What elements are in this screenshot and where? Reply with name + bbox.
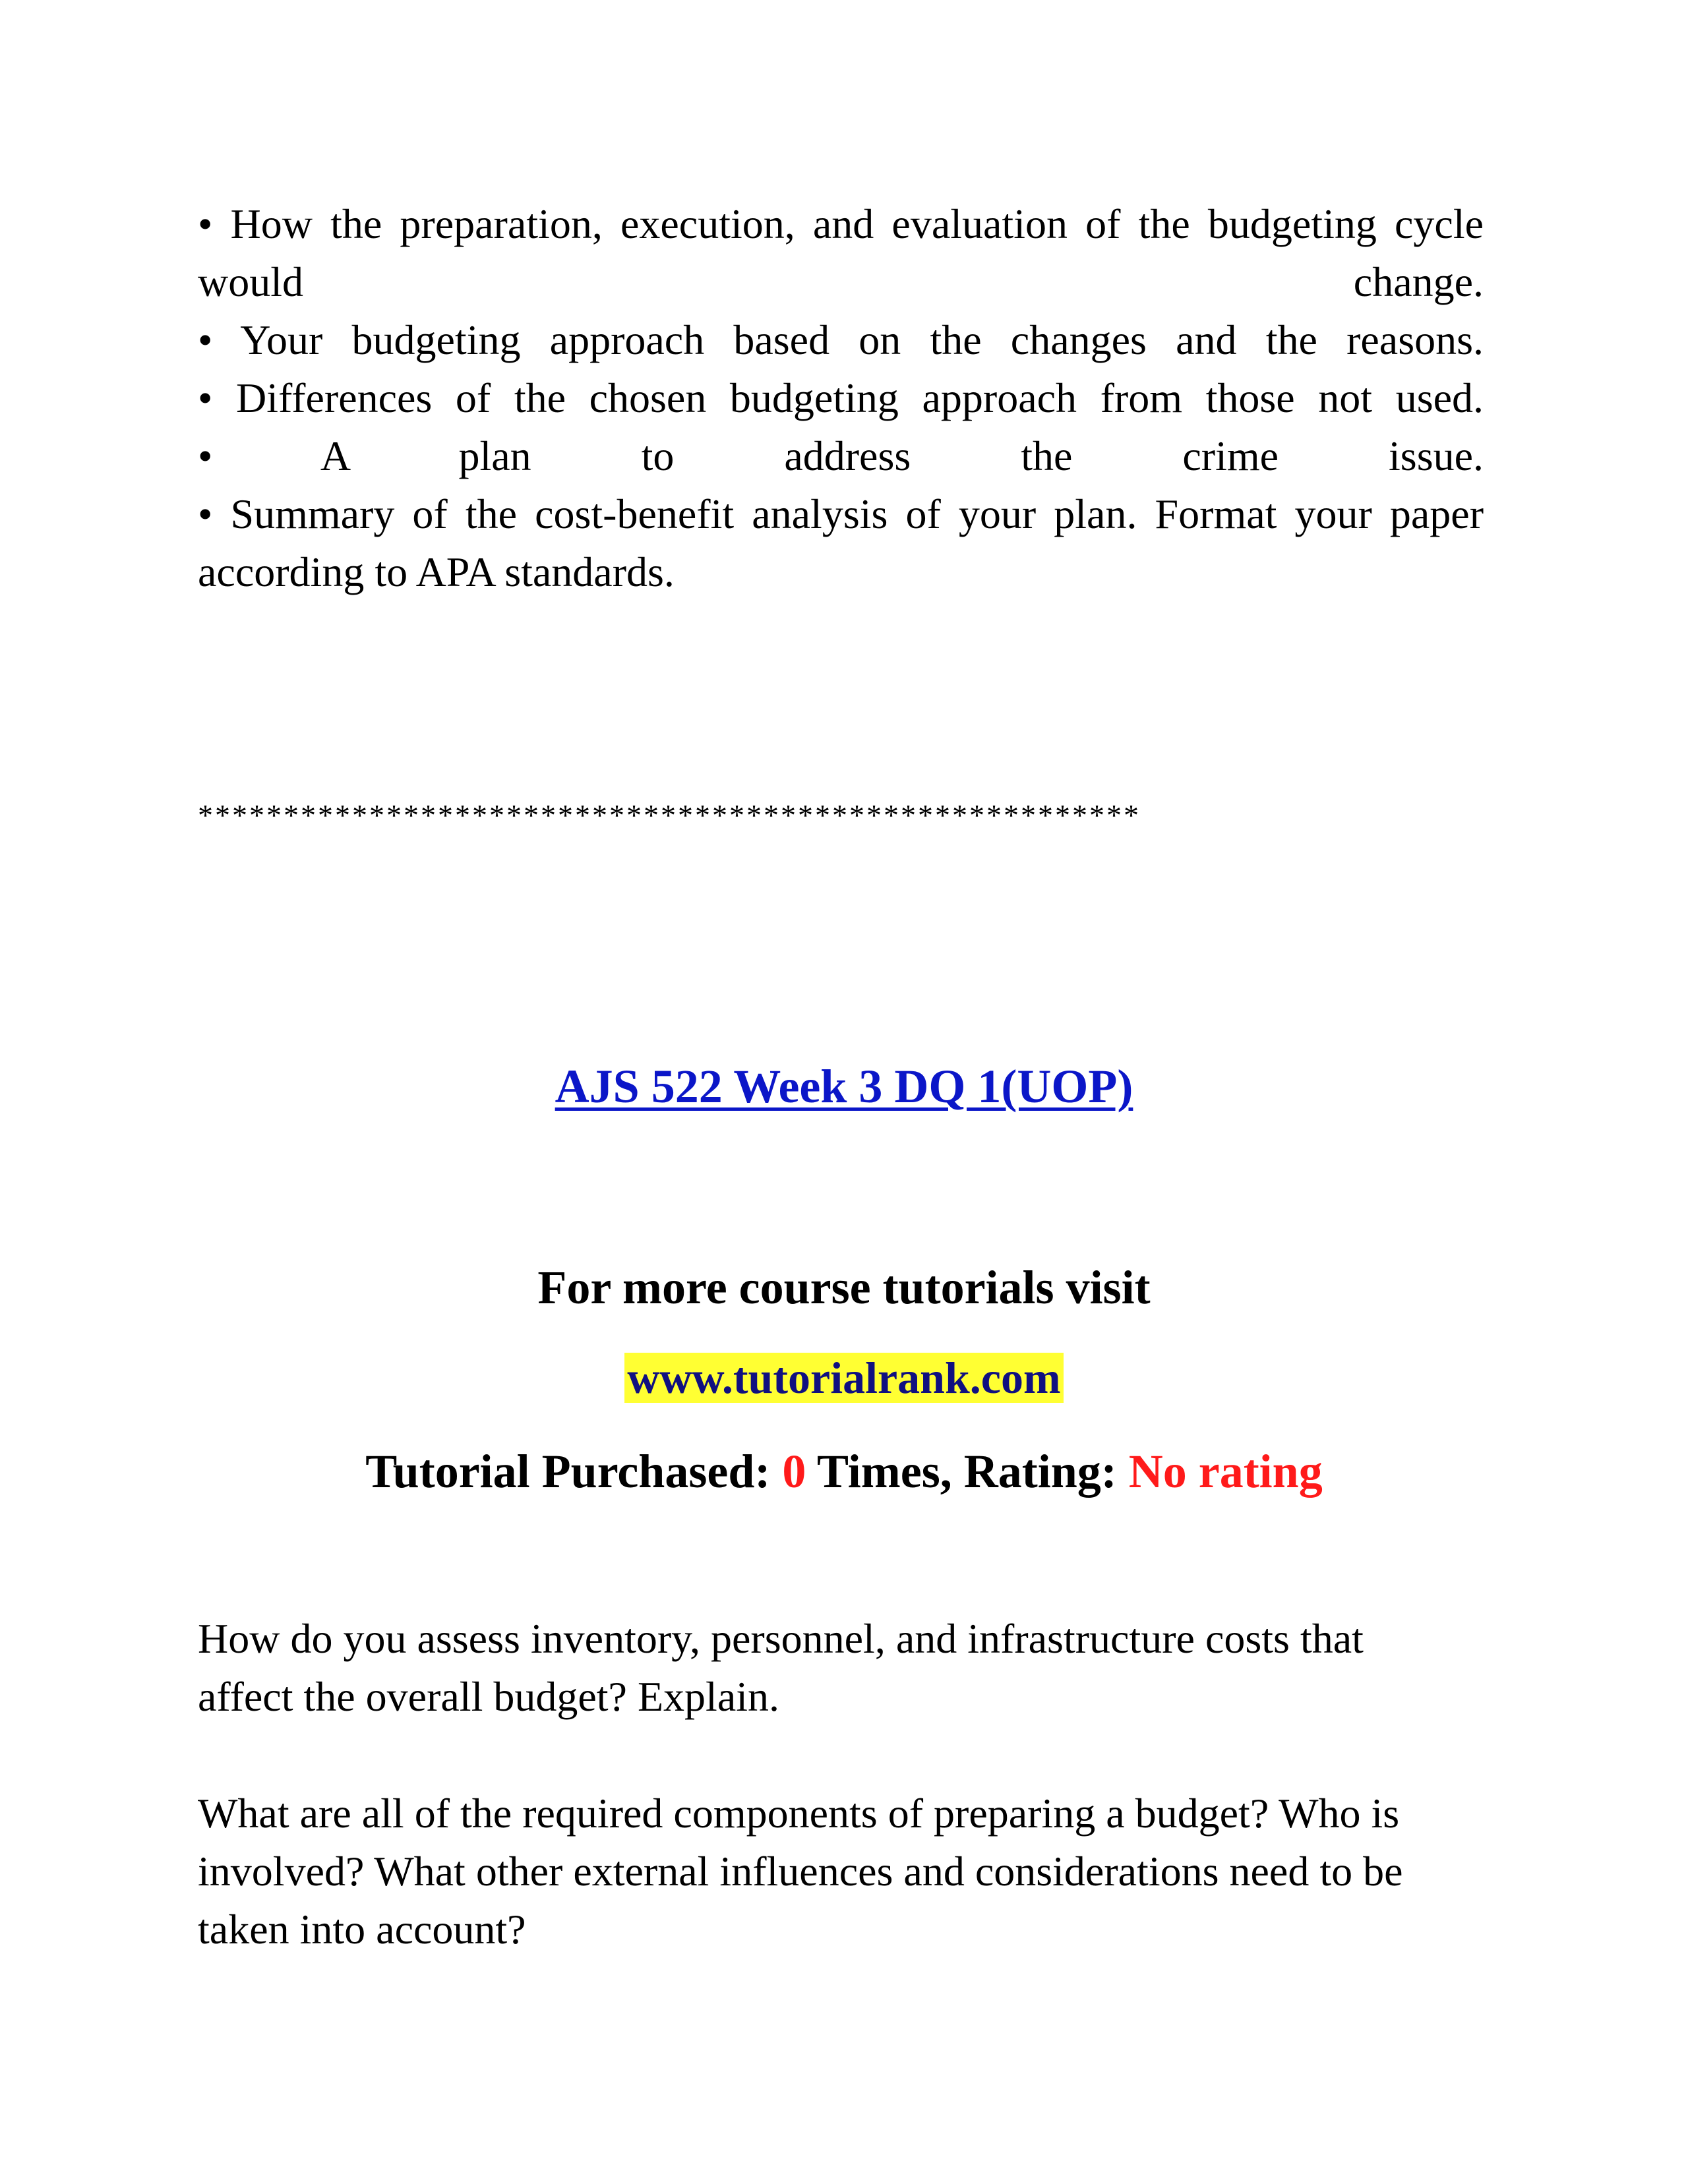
paragraph-line: affect the overall budget? Explain. [198,1673,779,1720]
visit-heading: For more course tutorials visit [537,1261,1151,1314]
paragraph-line: What are all of the required components of preparing a budget? Who is [198,1790,1400,1837]
purchase-stats [0,1442,1688,1501]
separator-stars: ******************************************************* [198,798,1141,832]
rating-value: No rating [1128,1445,1323,1498]
website-line [0,1350,1688,1405]
bullet-line: would change. [198,258,1484,305]
question-paragraph-2 [198,1785,1484,1959]
question-paragraph-1 [198,1610,1484,1726]
times-rating-label: Times, Rating: [817,1445,1117,1498]
bullet-line: • Your budgeting approach based on the changes and the reasons. [198,316,1484,363]
requirements-list [198,195,1484,601]
bullet-line: according to APA standards. [198,548,675,595]
website-link[interactable]: www.tutorialrank.com [624,1353,1063,1403]
paragraph-line: How do you assess inventory, personnel, and infrastructure costs that [198,1615,1364,1662]
course-title-link[interactable]: AJS 522 Week 3 DQ 1(UOP) [555,1060,1133,1113]
purchased-count: 0 [782,1445,806,1498]
bullet-line: • How the preparation, execution, and evaluation of the budgeting cycle [198,200,1484,247]
purchased-label: Tutorial Purchased: [365,1445,771,1498]
course-title [0,1057,1688,1116]
paragraph-line: involved? What other external influences and considerations need to be [198,1848,1403,1895]
paragraph-line: taken into account? [198,1906,526,1953]
bullet-line: • Differences of the chosen budgeting approach from those not used. [198,374,1484,421]
bullet-line: • A plan to address the crime issue. [198,432,1484,479]
bullet-line: • Summary of the cost-benefit analysis of your plan. Format your paper [198,490,1484,537]
